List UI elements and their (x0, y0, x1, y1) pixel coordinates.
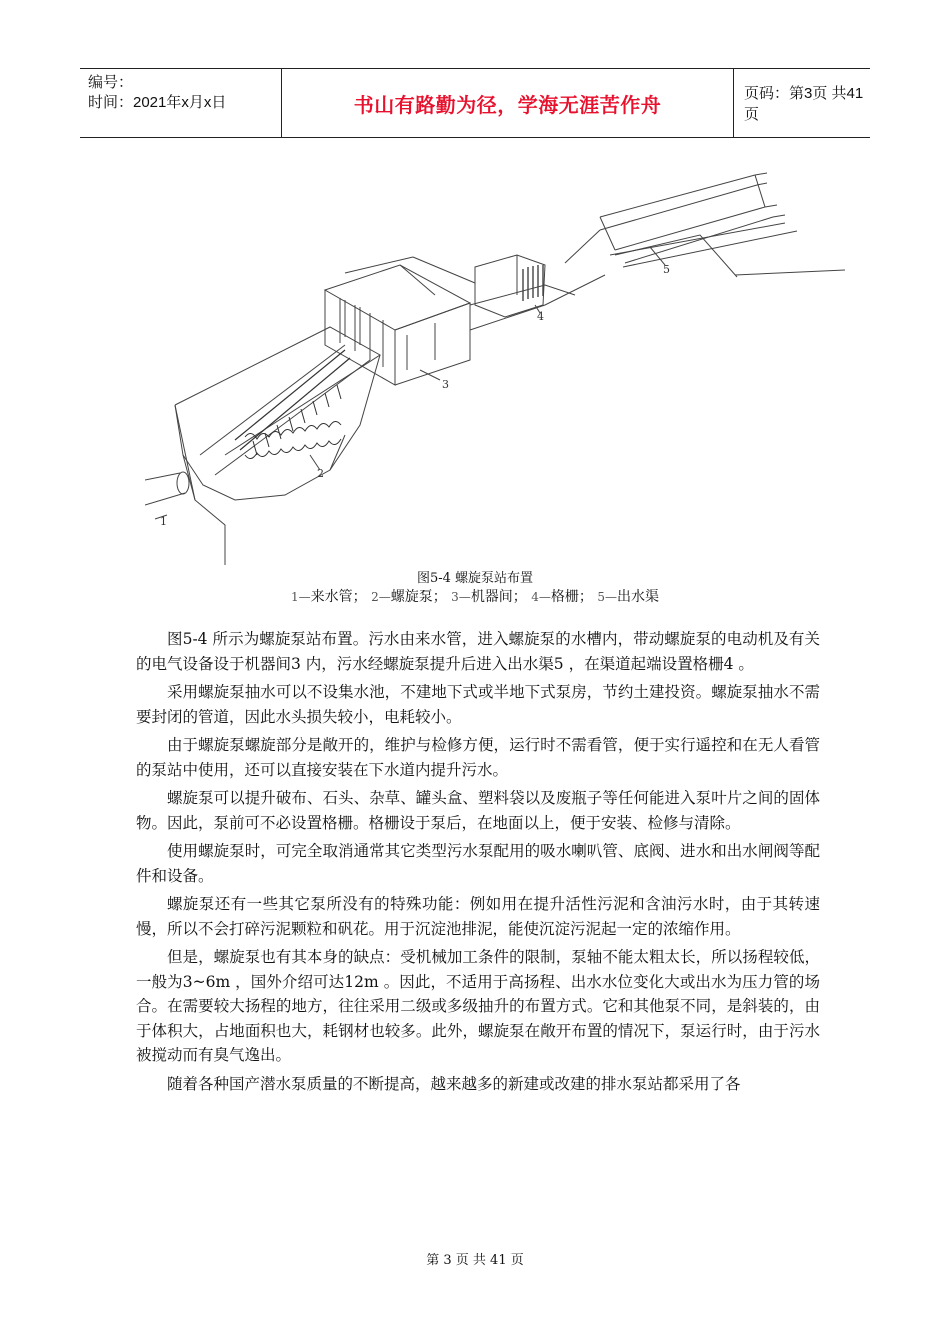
legend-text-4: 格栅； (550, 589, 593, 605)
figure-caption: 图5-4 螺旋泵站布置 (416, 571, 534, 586)
figure-label-2: 2 (317, 467, 324, 480)
paragraph: 由于螺旋泵螺旋部分是敞开的，维护与检修方便，运行时不需看管，便于实行遥控和在无人看管的泵站中使用，还可以直接安装在下水道内提升污水。 (136, 736, 820, 779)
header-info-cell (80, 69, 282, 137)
legend-num-4: 4— (531, 590, 551, 604)
legend-num-3: 3— (451, 590, 471, 604)
paragraph: 但是，螺旋泵也有其本身的缺点：受机械加工条件的限制，泵轴不能太粗太长，所以扬程较低，一般为3~6m ，国外介绍可达12m 。因此，不适用于高扬程、出水水位变化大或出水为压力管的场合。在需要较大扬程的地方，往往采用二级或多级抽升的布置方式。它和其他泵不同，是斜装的，由于体积大，占地面积也大，耗钢材也较多。此外，螺旋泵在敞开布置的情况下，泵运行时，由于污水被搅动而有臭气逸出。 (136, 948, 820, 1064)
legend-num-2: 2— (371, 590, 391, 604)
figure-label-1: 1 (160, 515, 167, 528)
page-footer: 第 3 页 共 41 页 (426, 1253, 524, 1268)
legend-text-2: 螺旋泵； (390, 589, 447, 605)
legend-text-5: 出水渠 (617, 589, 659, 605)
figure-label-5: 5 (663, 263, 670, 276)
header-time: 时间：2021年x月x日 (88, 94, 227, 111)
paragraph: 螺旋泵可以提升破布、石头、杂草、罐头盒、塑料袋以及废瓶子等任何能进入泵叶片之间的固体物。因此，泵前可不必设置格栅。格栅设于泵后，在地面以上，便于安装、检修与清除。 (136, 789, 820, 832)
paragraph: 随着各种国产潜水泵质量的不断提高，越来越多的新建或改建的排水泵站都采用了各 (167, 1074, 741, 1093)
legend-num-1: 1— (290, 590, 311, 604)
pump-station-drawing (145, 155, 850, 565)
header-page-number: 页码：第3页 共41页 (744, 85, 864, 123)
pump-station-figure (145, 155, 850, 565)
paragraph: 使用螺旋泵时，可完全取消通常其它类型污水泵配用的吸水喇叭管、底阀、进水和出水闸阀等配件和设备。 (136, 842, 820, 885)
legend-num-5: 5— (597, 590, 617, 604)
paragraph: 采用螺旋泵抽水可以不设集水池，不建地下式或半地下式泵房，节约土建投资。螺旋泵抽水不需要封闭的管道，因此水头损失较小，电耗较小。 (136, 683, 820, 726)
paragraph: 图5-4 所示为螺旋泵站布置。污水由来水管，进入螺旋泵的水槽内，带动螺旋泵的电动机及有关的电气设备设于机器间3 内，污水经螺旋泵提升后进入出水渠5 ，在渠道起端设置格栅4 。 (136, 630, 820, 673)
legend-text-3: 机器间； (470, 589, 527, 605)
figure-label-4: 4 (537, 310, 544, 323)
figure-legend (0, 586, 950, 606)
paragraph: 螺旋泵还有一些其它泵所没有的特殊功能：例如用在提升活性污泥和含油污水时，由于其转速慢，所以不会打碎污泥颗粒和矾花。用于沉淀池排泥，能使沉淀污泥起一定的浓缩作用。 (136, 895, 820, 938)
legend-text-1: 来水管； (310, 589, 367, 605)
page-header (80, 68, 870, 138)
figure-label-3: 3 (442, 378, 449, 391)
header-motto: 书山有路勤为径，学海无涯苦作舟 (282, 69, 734, 137)
body-text (136, 627, 820, 1100)
header-number: 编号： (88, 74, 134, 91)
